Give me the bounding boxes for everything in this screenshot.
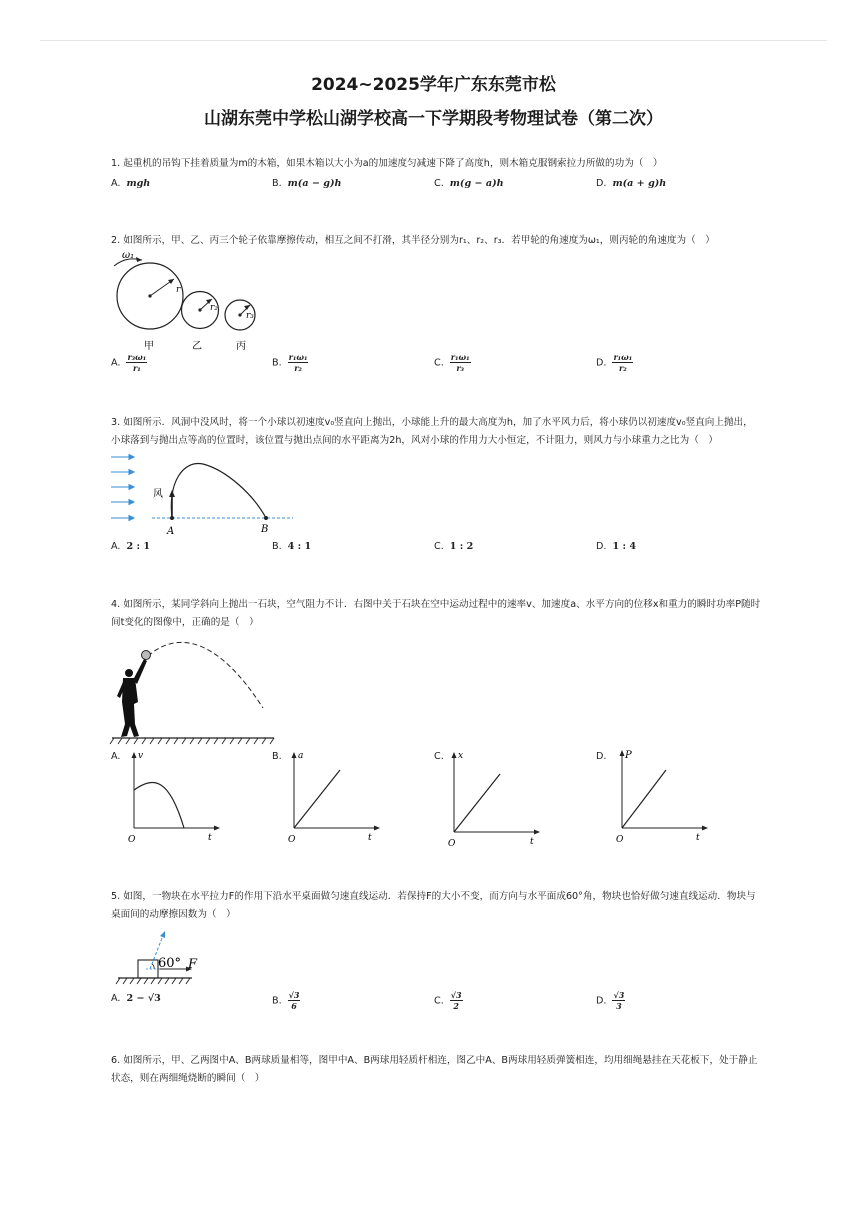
q4-option-d-label[interactable]: D. bbox=[596, 751, 607, 762]
svg-text:t: t bbox=[368, 833, 372, 843]
q4-option-a-label[interactable]: A. bbox=[111, 751, 121, 762]
q3-wind-label: 风 bbox=[153, 489, 163, 500]
svg-text:P: P bbox=[625, 750, 632, 761]
q3-option-c[interactable]: C. 1 : 2 bbox=[434, 541, 474, 552]
q3-option-b[interactable]: B. 4 : 1 bbox=[272, 541, 312, 552]
q2-label-yi: 乙 bbox=[192, 341, 202, 352]
q2-label-bing: 丙 bbox=[236, 341, 246, 352]
q4-option-b-graph[interactable] bbox=[284, 748, 384, 848]
q2-option-a[interactable]: A. $\frac{\text{r₃ω₁}}{\text{r₁}}$ bbox=[111, 352, 147, 373]
svg-text:O: O bbox=[288, 835, 296, 845]
svg-text:O: O bbox=[448, 839, 456, 849]
svg-text:t: t bbox=[530, 837, 534, 847]
svg-text:v: v bbox=[138, 751, 144, 761]
q3-option-d[interactable]: D. 1 : 4 bbox=[596, 541, 637, 552]
q4-option-a-graph[interactable] bbox=[124, 748, 224, 848]
ground-hatching bbox=[110, 738, 274, 744]
q1-option-d[interactable]: D. m(a + g)h bbox=[596, 178, 667, 189]
q5-option-a[interactable]: A. 2 − √3 bbox=[111, 993, 161, 1004]
q4-thrower-figure bbox=[108, 640, 278, 746]
q2-r2-label: r₂ bbox=[210, 303, 218, 313]
q5-block-figure bbox=[110, 926, 206, 988]
q4-option-d-graph[interactable] bbox=[612, 748, 712, 848]
q3-point-b: B bbox=[261, 524, 269, 535]
page-title-line1: 2024~2025学年广东东莞市松 bbox=[311, 75, 556, 95]
q2-option-c[interactable]: C. $\frac{\text{r₁ω₁}}{\text{r₃}}$ bbox=[434, 352, 470, 373]
question-1-text: 1. 起重机的吊钩下挂着质量为m的木箱，如果木箱以大小为a的加速度匀减速下降了高度h，则木箱克服钢索拉力所做的功为（ ） bbox=[111, 158, 663, 169]
q2-wheels-figure bbox=[106, 248, 266, 354]
question-3-text: 3. 如图所示．风洞中没风时，将一个小球以初速度v₀竖直向上抛出，小球能上升的最大高度为h，加了水平风力后，将小球仍以初速度v₀竖直向上抛出，小球落到与抛出点等高的位置时，该位置与抛出点间的水平距离为2h，风对小球的作用力大小恒定，不计阻力，则风力与小球重力之比为（ ） bbox=[111, 417, 753, 446]
question-6-text: 6. 如图所示，甲、乙两图中A、B两球质量相等，图甲中A、B两球用轻质杆相连，图乙中A、B两球用轻质弹簧相连，均用细绳悬挂在天花板下，处于静止状态，则在两细绳烧断的瞬间（ ） bbox=[111, 1055, 758, 1084]
svg-text:O: O bbox=[128, 835, 136, 845]
question-4-text: 4. 如图所示，某同学斜向上抛出一石块，空气阻力不计．右图中关于石块在空中运动过程中的速率v、加速度a、水平方向的位移x和重力的瞬时功率P随时间t变化的图像中，正确的是（ ） bbox=[111, 599, 761, 628]
q4-option-c-graph[interactable] bbox=[444, 748, 544, 848]
svg-text:a: a bbox=[298, 751, 304, 761]
q2-r1-label: r bbox=[176, 285, 181, 295]
top-divider bbox=[40, 40, 827, 41]
svg-text:O: O bbox=[616, 835, 624, 845]
q2-omega-label: ω₁ bbox=[122, 250, 135, 261]
q3-point-a: A bbox=[167, 526, 175, 537]
q5-angle-label: 60° bbox=[158, 956, 182, 971]
q4-option-c-label[interactable]: C. bbox=[434, 751, 444, 762]
q1-option-b[interactable]: B. m(a − g)h bbox=[272, 178, 342, 189]
q5-option-d[interactable]: D. $\frac{√3}{3}$ bbox=[596, 990, 625, 1011]
q5-option-c[interactable]: C. $\frac{√3}{2}$ bbox=[434, 990, 462, 1011]
q2-label-jia: 甲 bbox=[144, 341, 154, 352]
q1-option-a[interactable]: A. mgh bbox=[111, 178, 151, 189]
q2-option-b[interactable]: B. $\frac{\text{r₁ω₁}}{\text{r₂}}$ bbox=[272, 352, 308, 373]
svg-text:t: t bbox=[696, 833, 700, 843]
svg-text:x: x bbox=[458, 751, 464, 761]
q2-r3-label: r₃ bbox=[246, 311, 254, 321]
question-2-text: 2. 如图所示，甲、乙、丙三个轮子依靠摩擦传动，相互之间不打滑，其半径分别为r₁、r₂、r₃．若甲轮的角速度为ω₁，则丙轮的角速度为（ ） bbox=[111, 235, 715, 246]
svg-text:t: t bbox=[208, 833, 212, 843]
q4-option-b-label[interactable]: B. bbox=[272, 751, 282, 762]
q3-wind-tunnel-figure bbox=[108, 452, 298, 538]
q1-option-c[interactable]: C. m(g − a)h bbox=[434, 178, 504, 189]
q3-option-a[interactable]: A. 2 : 1 bbox=[111, 541, 151, 552]
wind-arrows bbox=[111, 455, 134, 521]
student-silhouette bbox=[117, 659, 147, 737]
question-5-text: 5. 如图，一物块在水平拉力F的作用下沿水平桌面做匀速直线运动．若保持F的大小不变，而方向与水平面成60°角，物块也恰好做匀速直线运动．物块与桌面间的动摩擦因数为（ ） bbox=[111, 891, 756, 920]
q5-force-label: F bbox=[188, 957, 198, 972]
page-title-line2: 山湖东莞中学松山湖学校高一下学期段考物理试卷（第二次） bbox=[204, 109, 663, 129]
q2-option-d[interactable]: D. $\frac{\text{r₁ω₁}}{\text{r₂}}$ bbox=[596, 352, 633, 373]
q5-option-b[interactable]: B. $\frac{√3}{6}$ bbox=[272, 990, 300, 1011]
